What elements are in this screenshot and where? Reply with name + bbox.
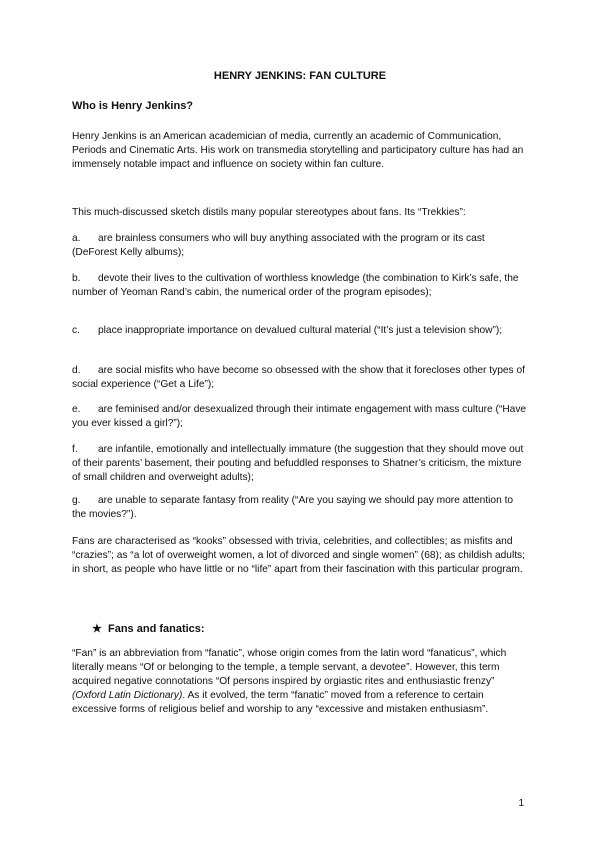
- summary-paragraph: Fans are characterised as “kooks” obsessed with trivia, celebrities, and collectibles; as misfits and “crazies”; as “a lot of overweight women, a lot of divorced and single women” (68); as childish adults; in short, as people who have little or no “life” apart from their fascination with this particular program.: [72, 536, 525, 575]
- sketch-intro-paragraph: This much-discussed sketch distils many popular stereotypes about fans. Its “Trekkies”:: [72, 207, 466, 218]
- list-item-text: devote their lives to the cultivation of worthless knowledge (the combination to Kirk’s safe, the number of Yeoman Rand’s cabin, the numerical order of the program episodes);: [72, 273, 519, 298]
- list-item-letter: e.: [72, 404, 81, 415]
- list-item-f: [72, 443, 527, 485]
- list-item-letter: a.: [72, 233, 81, 244]
- list-item-e: [72, 403, 527, 431]
- fans-fanatics-heading: [92, 622, 205, 635]
- subheading-text: Fans and fanatics:: [108, 623, 205, 635]
- list-item-b: [72, 272, 527, 300]
- list-item-c: [72, 324, 527, 338]
- list-item-text: are feminised and/or desexualized through their intimate engagement with mass culture (“Have you ever kissed a girl?”);: [72, 404, 527, 429]
- list-item-letter: c.: [72, 325, 80, 336]
- fan-paragraph-text: “Fan” is an abbreviation from “fanatic”, whose origin comes from the latin word “fanaticus”, which literally means “Of or belonging to the temple, a temple servant, a devotee”. However, this term acquired negative connotations “Of persons inspired by orgiastic rites and enthusiastic frenzy”: [72, 648, 507, 687]
- section-heading: Who is Henry Jenkins?: [72, 100, 194, 112]
- intro-paragraph: Henry Jenkins is an American academician of media, currently an academic of Communication, Periods and Cinematic Arts. His work on transmedia storytelling and participatory culture has had an immensely notable impact and influence on society within fan culture.: [72, 131, 524, 170]
- list-item-text: are unable to separate fantasy from reality (“Are you saying we should pay more attention to the movies?”).: [72, 495, 514, 520]
- list-item-g: [72, 494, 527, 522]
- list-item-text: are social misfits who have become so obsessed with the show that it forecloses other types of social experience (“Get a Life”);: [72, 365, 525, 390]
- list-item-letter: g.: [72, 495, 81, 506]
- document-title: HENRY JENKINS: FAN CULTURE: [213, 70, 387, 82]
- list-item-text: place inappropriate importance on devalued cultural material (“It’s just a television show”);: [98, 325, 503, 336]
- list-item-a: [72, 232, 527, 260]
- list-item-letter: d.: [72, 365, 81, 376]
- fan-paragraph-text: . As it evolved, the term “fanatic” moved from a reference to certain excessive forms of religious belief and worship to any “excessive and mistaken enthusiasm”.: [72, 690, 489, 715]
- page-number: 1: [518, 798, 524, 809]
- list-item-text: are infantile, emotionally and intellectually immature (the suggestion that they should move out of their parents’ basement, their pouting and befuddled responses to Shatner’s criticism, the mixture of small children and overweight adults);: [72, 444, 524, 483]
- list-item-letter: f.: [72, 444, 78, 455]
- fan-definition-paragraph: [72, 647, 527, 717]
- citation: (Oxford Latin Dictionary): [72, 690, 183, 701]
- star-icon: ★: [92, 623, 102, 635]
- list-item-d: [72, 364, 527, 392]
- list-item-text: are brainless consumers who will buy anything associated with the program or its cast (DeForest Kelly albums);: [72, 233, 485, 258]
- list-item-letter: b.: [72, 273, 81, 284]
